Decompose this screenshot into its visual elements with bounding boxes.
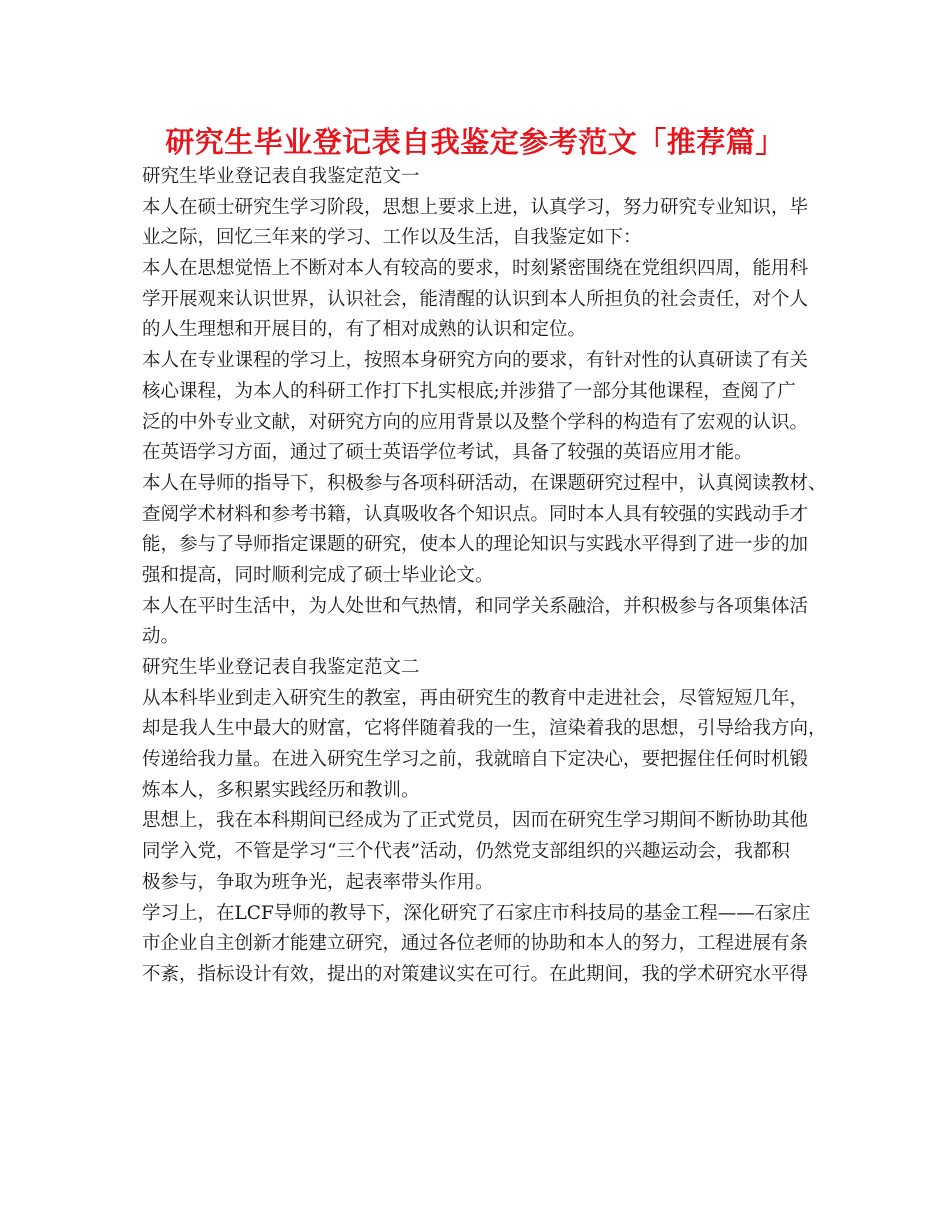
text-line: 强和提高，同时顺利完成了硕士毕业论文。 — [142, 564, 494, 586]
text-line: 本人在硕士研究生学习阶段，思想上要求上进，认真学习，努力研究专业知识，毕 — [142, 196, 809, 218]
text-line: 不紊，指标设计有效，提出的对策建议实在可行。在此期间，我的学术研究水平得 — [142, 963, 809, 985]
text-line: 市企业自主创新才能建立研究，通过各位老师的协助和本人的努力，工程进展有条 — [142, 933, 809, 955]
text-line: 研究生毕业登记表自我鉴定范文一 — [142, 166, 420, 187]
text-line: 核心课程，为本人的科研工作打下扎实根底;并涉猎了一部分其他课程，查阅了广 — [142, 380, 796, 402]
text-line: 思想上，我在本科期间已经成为了正式党员，因而在研究生学习期间不断协助其他 — [142, 810, 809, 832]
text-line: 查阅学术材料和参考书籍，认真吸收各个知识点。同时本人具有较强的实践动手才 — [142, 503, 809, 525]
text-line: 泛的中外专业文献，对研究方向的应用背景以及整个学科的构造有了宏观的认识。 — [142, 411, 809, 433]
text-line: 本人在平时生活中，为人处世和气热情，和同学关系融洽，并积极参与各项集体活 — [142, 595, 809, 617]
text-line: 却是我人生中最大的财富，它将伴随着我的一生，渲染着我的思想，引导给我方向， — [142, 718, 827, 740]
document-body — [142, 162, 827, 991]
text-line: 极参与，争取为班争光，起表率带头作用。 — [142, 871, 494, 893]
text-line: 传递给我力量。在进入研究生学习之前，我就暗自下定决心，要把握住任何时机锻 — [142, 749, 809, 771]
text-line: 学习上，在LCF导师的教导下，深化研究了石家庄市科技局的基金工程——石家庄 — [142, 902, 811, 924]
text-line: 本人在思想觉悟上不断对本人有较高的要求，时刻紧密围绕在党组织四周，能用科 — [142, 258, 809, 280]
document-title: 研究生毕业登记表自我鉴定参考范文「推荐篇」 — [165, 125, 785, 159]
text-line: 能，参与了导师指定课题的研究，使本人的理论知识与实践水平得到了进一步的加 — [142, 534, 809, 556]
text-line: 在英语学习方面，通过了硕士英语学位考试，具备了较强的英语应用才能。 — [142, 442, 753, 464]
text-line: 本人在专业课程的学习上，按照本身研究方向的要求，有针对性的认真研读了有关 — [142, 350, 809, 372]
text-line: 学开展观来认识世界，认识社会，能清醒的认识到本人所担负的社会责任，对个人 — [142, 288, 809, 310]
text-line: 研究生毕业登记表自我鉴定范文二 — [142, 657, 420, 678]
text-line: 炼本人，多积累实践经历和教训。 — [142, 779, 420, 801]
text-line: 的人生理想和开展目的，有了相对成熟的认识和定位。 — [142, 319, 587, 341]
text-line: 同学入党，不管是学习“三个代表”活动，仍然党支部组织的兴趣运动会，我都积 — [142, 841, 790, 863]
text-line: 业之际，回忆三年来的学习、工作以及生活，自我鉴定如下： — [142, 227, 642, 249]
text-line: 本人在导师的指导下，积极参与各项科研活动，在课题研究过程中，认真阅读教材、 — [142, 472, 827, 494]
text-line: 动。 — [142, 626, 180, 648]
text-line: 从本科毕业到走入研究生的教室，再由研究生的教育中走进社会，尽管短短几年， — [142, 687, 809, 709]
